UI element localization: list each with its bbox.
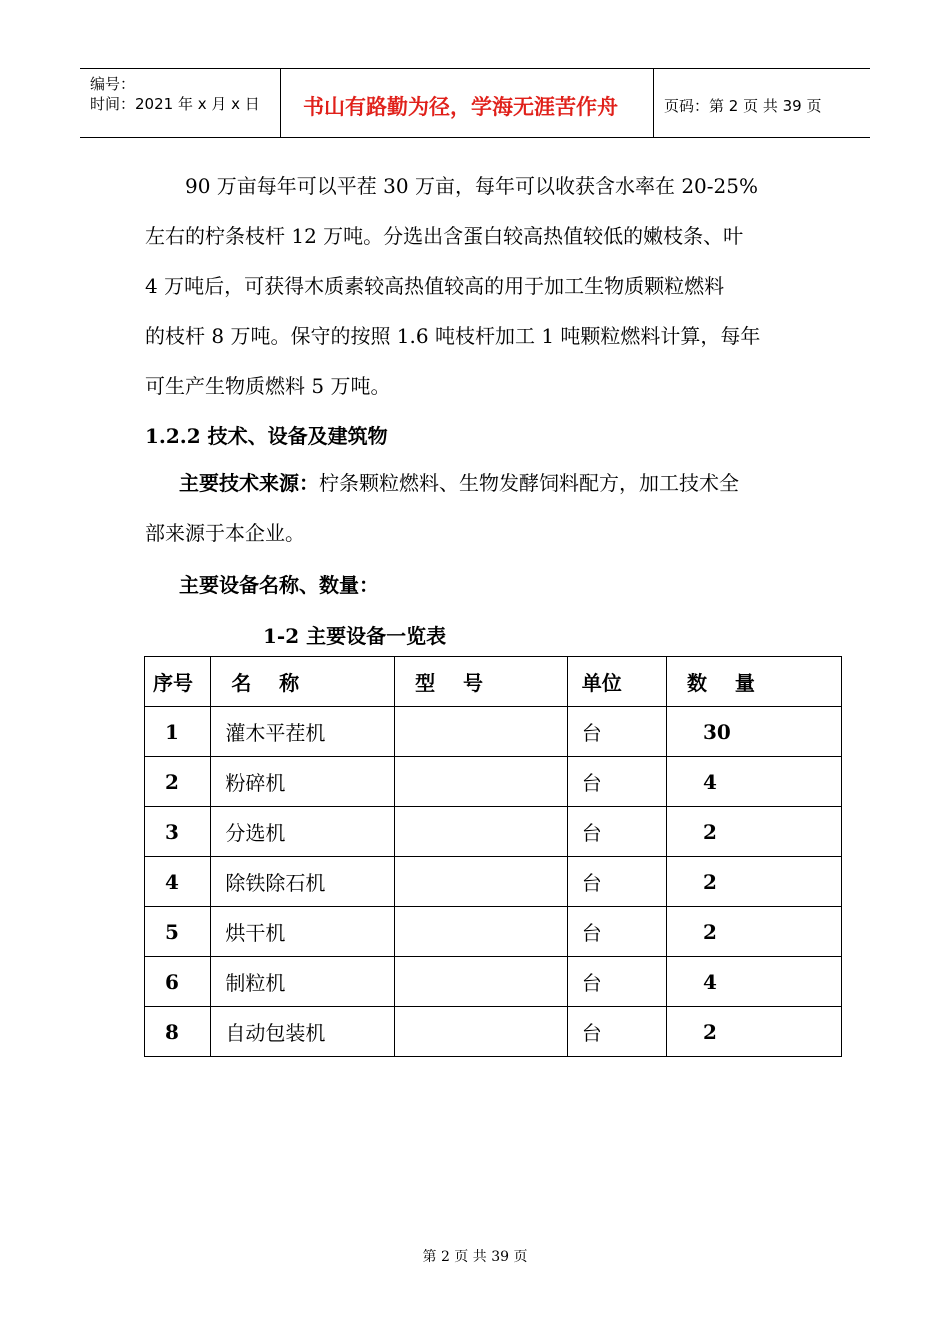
cell-index: 3 [145, 807, 211, 857]
cell-name: 粉碎机 [211, 757, 395, 807]
cell-name: 自动包装机 [211, 1007, 395, 1057]
cell-model [395, 857, 568, 907]
equipment-heading: 主要设备名称、数量： [179, 573, 379, 597]
cell-model [395, 707, 568, 757]
header-page-number: 页码：第 2 页 共 39 页 [664, 97, 822, 115]
cell-unit: 台 [567, 1007, 666, 1057]
table-row [145, 757, 842, 807]
table-header-row [145, 657, 842, 707]
col-header-qty: 数 量 [667, 657, 842, 707]
tech-source-paragraph [145, 458, 815, 558]
cell-unit: 台 [567, 957, 666, 1007]
doc-time-label: 时间：2021 年 x 月 x 日 [90, 95, 260, 113]
cell-index: 4 [145, 857, 211, 907]
cell-qty: 30 [667, 707, 842, 757]
col-header-unit: 单位 [567, 657, 666, 707]
cell-unit: 台 [567, 857, 666, 907]
table-row [145, 907, 842, 957]
cell-model [395, 807, 568, 857]
para-line-4: 的枝杆 8 万吨。保守的按照 1.6 吨枝杆加工 1 吨颗粒燃料计算，每年 [145, 324, 761, 348]
table-body [145, 707, 842, 1057]
header-page-cell [654, 69, 870, 137]
col-header-index: 序号 [145, 657, 211, 707]
table-row [145, 857, 842, 907]
tech-source-label: 主要技术来源： [179, 471, 319, 495]
cell-index: 6 [145, 957, 211, 1007]
cell-index: 8 [145, 1007, 211, 1057]
para-line-2: 左右的柠条枝杆 12 万吨。分选出含蛋白较高热值较低的嫩枝条、叶 [145, 224, 744, 248]
cell-unit: 台 [567, 707, 666, 757]
equipment-table [144, 656, 842, 1057]
cell-index: 5 [145, 907, 211, 957]
header-meta [80, 69, 281, 137]
cell-model [395, 907, 568, 957]
page-footer: 第 2 页 共 39 页 [422, 1249, 528, 1265]
table-row [145, 707, 842, 757]
cell-unit: 台 [567, 807, 666, 857]
cell-qty: 2 [667, 907, 842, 957]
cell-name: 制粒机 [211, 957, 395, 1007]
tech-source-text: 柠条颗粒燃料、生物发酵饲料配方，加工技术全 [319, 471, 739, 495]
cell-unit: 台 [567, 757, 666, 807]
tech-source-text-2: 部来源于本企业。 [145, 521, 305, 545]
cell-qty: 4 [667, 957, 842, 1007]
section-heading: 1.2.2 技术、设备及建筑物 [145, 424, 388, 448]
table-caption: 1-2 主要设备一览表 [263, 624, 447, 648]
cell-unit: 台 [567, 907, 666, 957]
page-header [80, 68, 870, 138]
cell-model [395, 757, 568, 807]
col-header-model: 型 号 [395, 657, 568, 707]
para-line-3: 4 万吨后，可获得木质素较高热值较高的用于加工生物质颗粒燃料 [145, 274, 725, 298]
cell-qty: 2 [667, 807, 842, 857]
cell-name: 分选机 [211, 807, 395, 857]
cell-index: 2 [145, 757, 211, 807]
table-row [145, 807, 842, 857]
para-line-5: 可生产生物质燃料 5 万吨。 [145, 374, 391, 398]
cell-name: 灌木平茬机 [211, 707, 395, 757]
cell-qty: 2 [667, 857, 842, 907]
col-header-name: 名 称 [211, 657, 395, 707]
cell-name: 除铁除石机 [211, 857, 395, 907]
cell-model [395, 1007, 568, 1057]
table-row [145, 1007, 842, 1057]
cell-name: 烘干机 [211, 907, 395, 957]
cell-qty: 2 [667, 1007, 842, 1057]
header-motto-cell [281, 69, 654, 137]
intro-paragraph [145, 161, 815, 411]
doc-number-label: 编号： [90, 75, 136, 93]
cell-qty: 4 [667, 757, 842, 807]
header-motto: 书山有路勤为径，学海无涯苦作舟 [303, 95, 618, 119]
table-row [145, 957, 842, 1007]
para-line-1: 90 万亩每年可以平茬 30 万亩，每年可以收获含水率在 20-25% [185, 174, 758, 198]
cell-index: 1 [145, 707, 211, 757]
cell-model [395, 957, 568, 1007]
